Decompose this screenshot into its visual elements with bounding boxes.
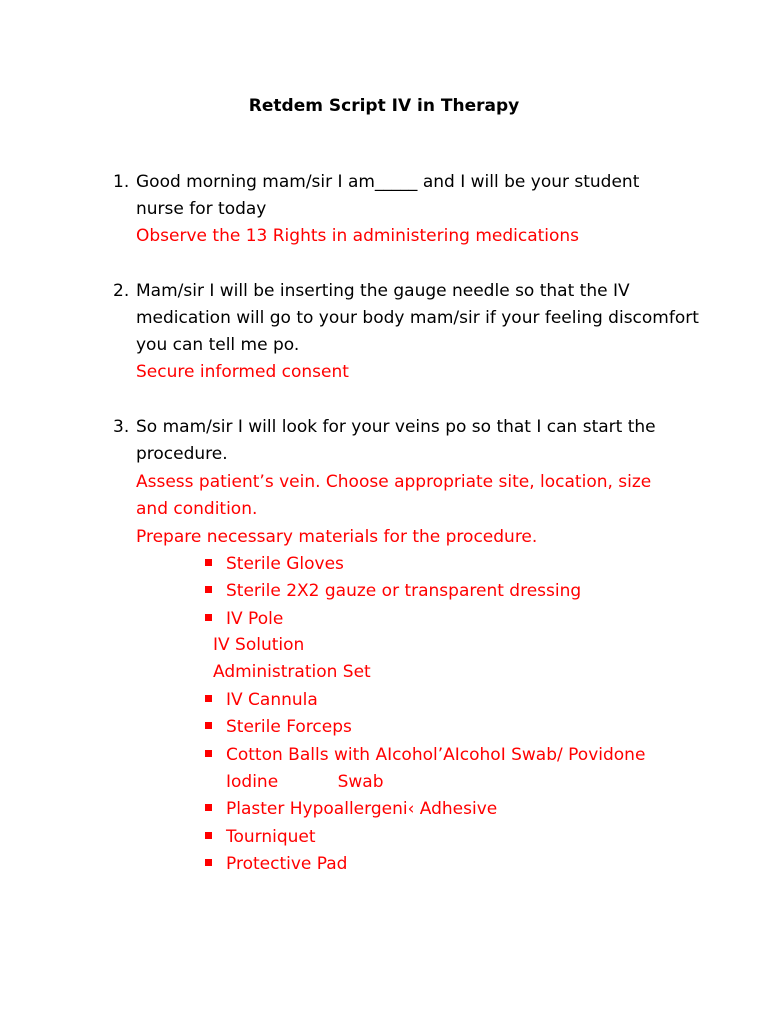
material-item: Plaster Hypoallergeni‹ Adhesive xyxy=(226,799,498,819)
square-bullet-icon xyxy=(205,695,212,702)
item-2-note: Secure informed consent xyxy=(136,362,349,382)
square-bullet-icon xyxy=(205,804,212,811)
material-item: Sterile Gloves xyxy=(226,554,344,574)
material-item: Tourniquet xyxy=(226,827,316,847)
page-title: Retdem Script IV in Therapy xyxy=(248,96,520,116)
material-item: IV Cannula xyxy=(226,690,318,710)
item-2-script-line: you can tell me po. xyxy=(136,335,300,355)
material-item: Sterile 2X2 gauze or transparent dressing xyxy=(226,581,582,601)
material-item: Protective Pad xyxy=(226,854,348,874)
item-2-script-line: Mam/sir I will be inserting the gauge needle so that the IV xyxy=(136,281,630,301)
item-3-note: and condition. xyxy=(136,499,258,519)
item-1-note: Observe the 13 Rights in administering medications xyxy=(136,226,580,246)
item-2-script-line: medication will go to your body mam/sir if your feeling discomfort xyxy=(136,308,699,328)
item-3-script-line: So mam/sir I will look for your veins po so that I can start the xyxy=(136,417,656,437)
material-item: IV Solution xyxy=(213,635,305,655)
item-1-number: 1. xyxy=(113,172,130,192)
item-3-note: Prepare necessary materials for the procedure. xyxy=(136,527,538,547)
square-bullet-icon xyxy=(205,614,212,621)
square-bullet-icon xyxy=(205,750,212,757)
square-bullet-icon xyxy=(205,859,212,866)
square-bullet-icon xyxy=(205,559,212,566)
material-item: Cotton Balls with AIcohol’AIcohoI Swab/ Povidone xyxy=(226,745,646,765)
item-2-number: 2. xyxy=(113,281,130,301)
material-item: Administration Set xyxy=(213,662,371,682)
item-3-number: 3. xyxy=(113,417,130,437)
material-item-continued: Iodine Swab xyxy=(226,772,384,792)
item-3-script-line: procedure. xyxy=(136,444,228,464)
material-item: Sterile Forceps xyxy=(226,717,352,737)
square-bullet-icon xyxy=(205,722,212,729)
item-1-script-line: Good morning mam/sir I am_____ and I will be your student xyxy=(136,172,640,192)
item-1-script-line: nurse for today xyxy=(136,199,267,219)
square-bullet-icon xyxy=(205,832,212,839)
material-item: IV Pole xyxy=(226,609,284,629)
item-3-note: Assess patient’s vein. Choose appropriate site, location, size xyxy=(136,472,652,492)
square-bullet-icon xyxy=(205,586,212,593)
